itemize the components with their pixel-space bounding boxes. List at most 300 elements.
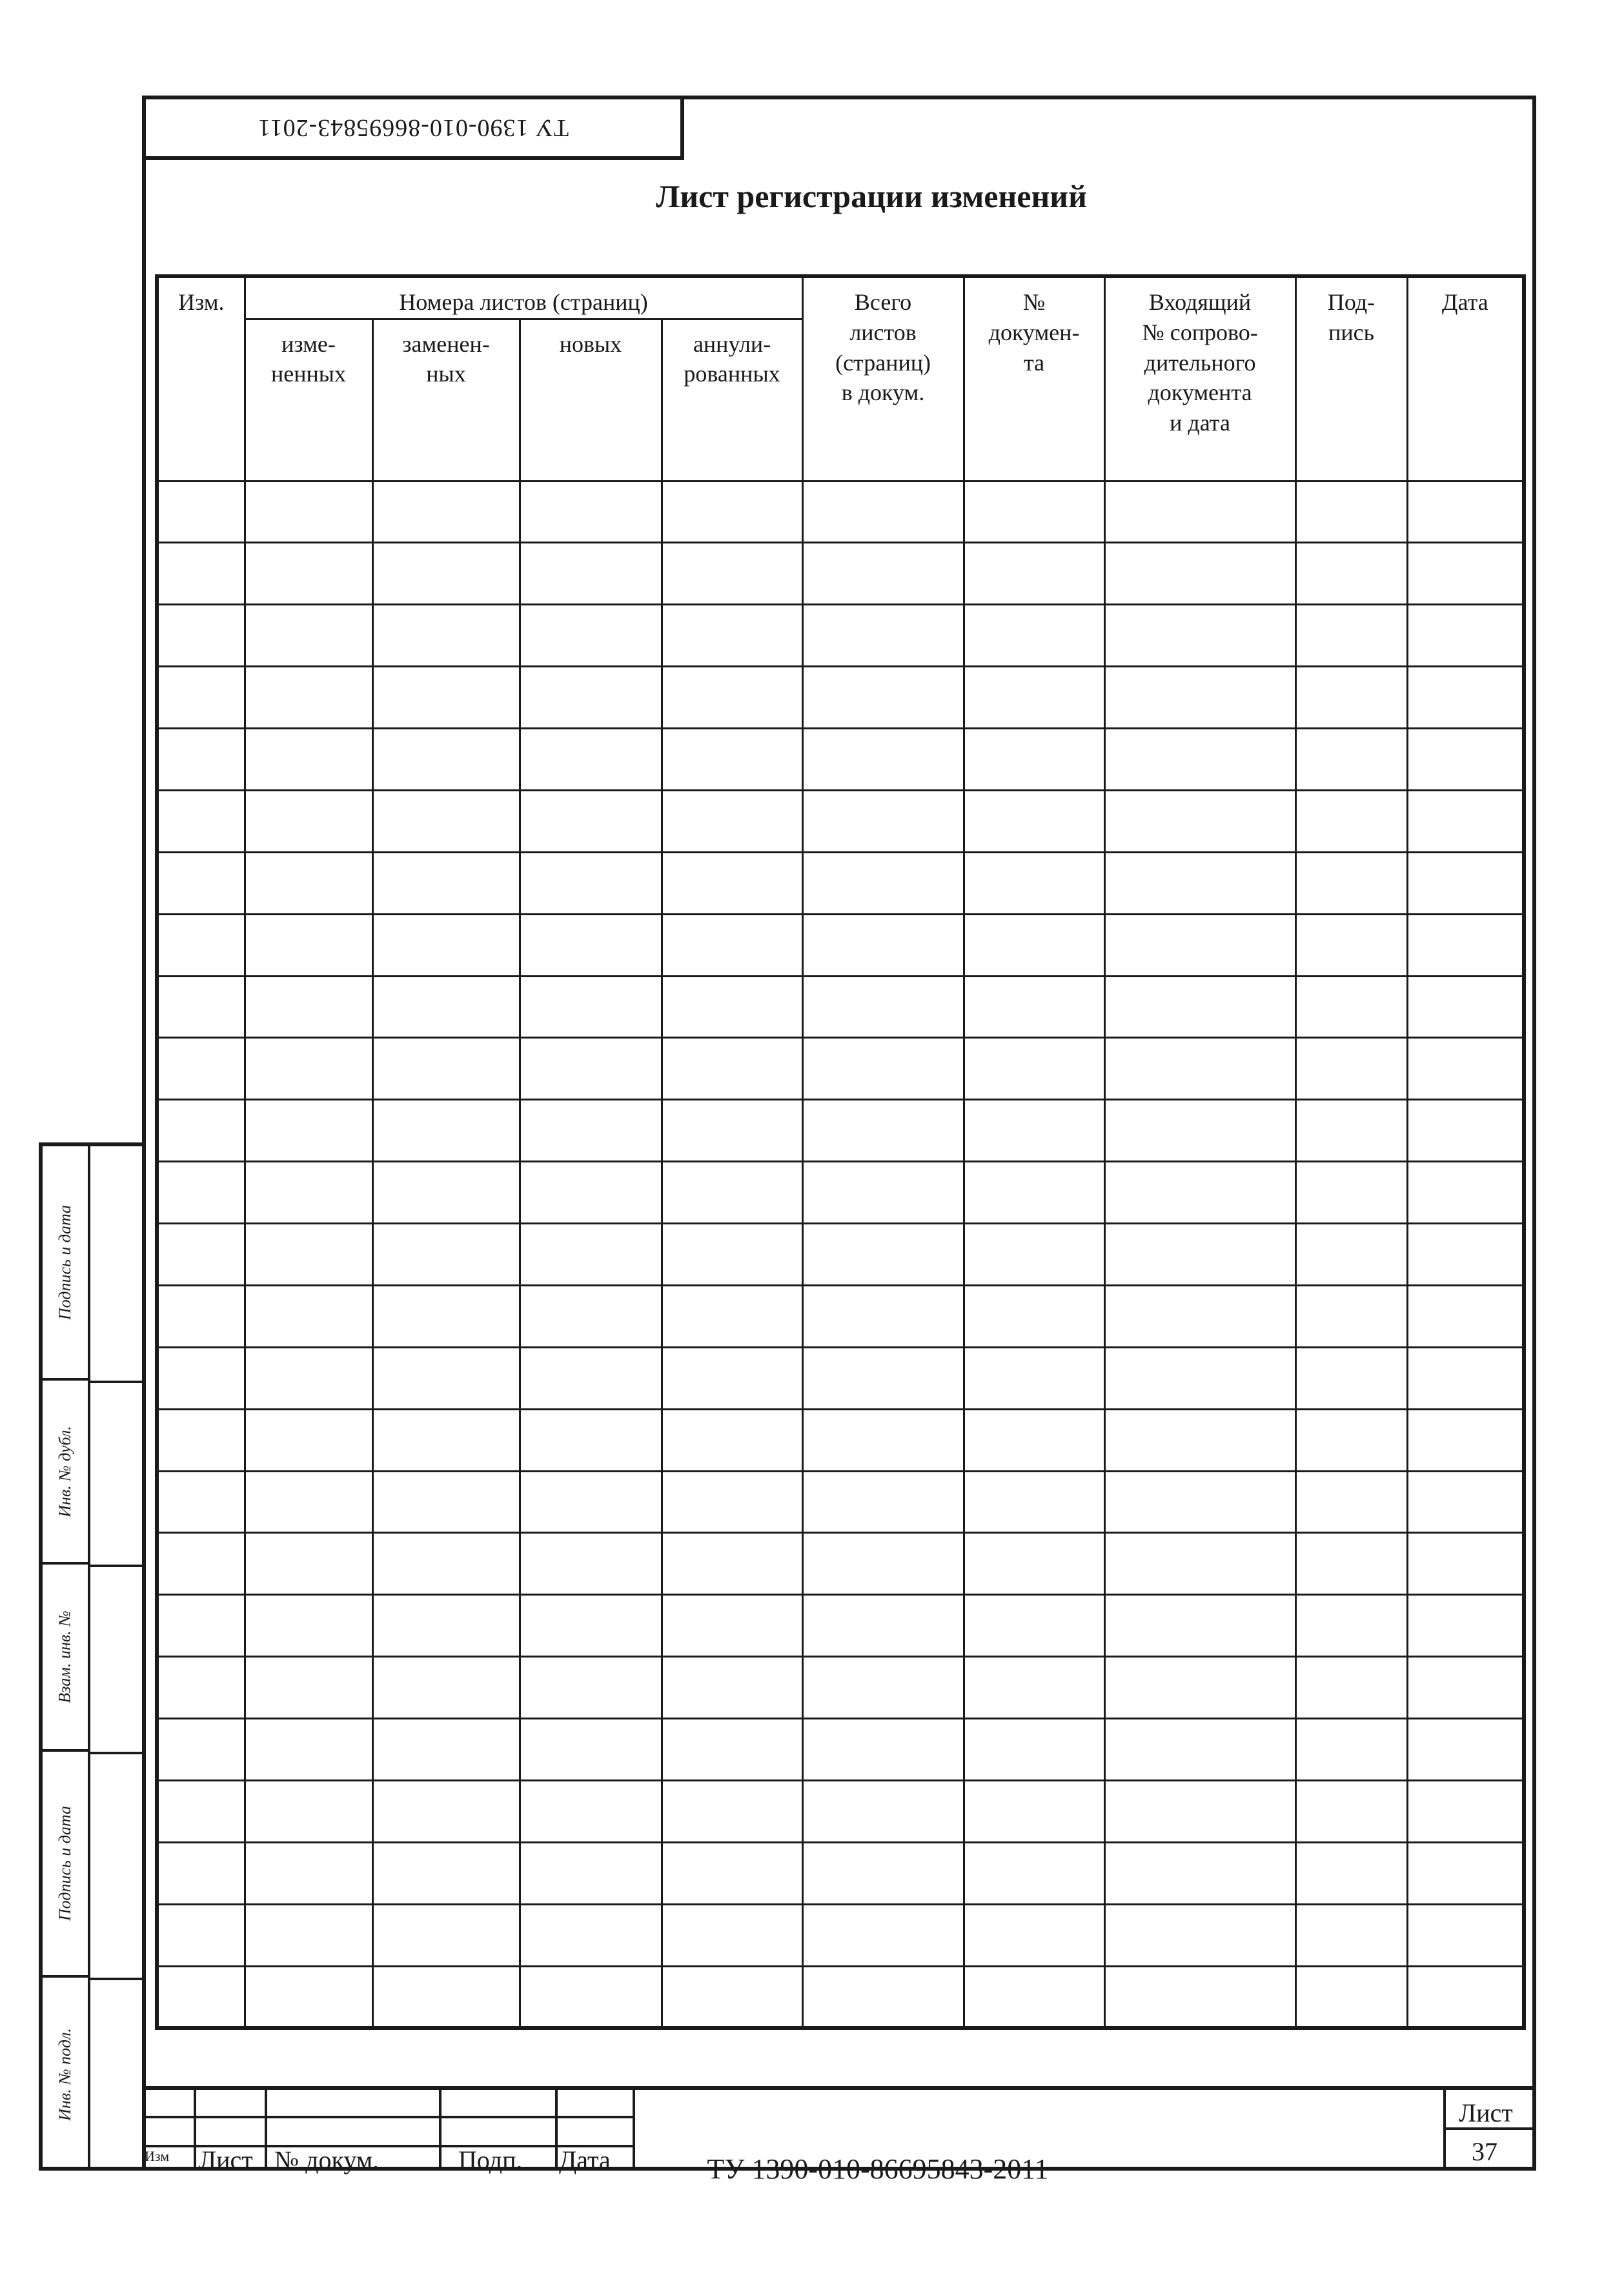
table-cell [245,1038,372,1100]
table-cell [1104,1533,1295,1595]
tb-izm: Изм [145,2148,170,2164]
table-cell [964,543,1104,605]
table-cell [802,1842,964,1904]
table-cell [1295,976,1407,1038]
table-cell [1104,852,1295,914]
table-cell [157,667,245,729]
table-cell [1104,976,1295,1038]
tb-sign: Подп. [458,2145,523,2175]
table-cell [157,729,245,791]
table-cell [964,1966,1104,2028]
table-cell [1295,1904,1407,1966]
table-row [157,1657,1524,1719]
table-cell [372,1657,520,1719]
table-row [157,1533,1524,1595]
header-izm: Изм. [157,276,245,481]
table-cell [245,1285,372,1347]
table-cell [964,1224,1104,1286]
table-cell [662,1100,802,1162]
table-cell [157,1904,245,1966]
table-cell [802,1533,964,1595]
table-cell [662,1409,802,1471]
table-cell [802,1162,964,1224]
table-cell [662,1224,802,1286]
table-cell [520,1966,662,2028]
strip-cell-dup-inv: Инв. № дубл. [43,1381,88,1565]
rotated-document-code: ТУ 1390-010-86695843-2011 [257,114,569,141]
table-cell [662,1595,802,1657]
table-cell [372,1780,520,1842]
header-replaced: заменен- ных [372,319,520,481]
table-row [157,1285,1524,1347]
table-cell [1407,1285,1524,1347]
table-row [157,1224,1524,1286]
table-cell [372,1224,520,1286]
table-cell [964,1100,1104,1162]
table-cell [245,481,372,543]
table-cell [964,481,1104,543]
table-cell [372,1595,520,1657]
table-cell [520,1038,662,1100]
table-cell [1104,1347,1295,1409]
table-cell [520,1904,662,1966]
table-cell [964,1409,1104,1471]
table-cell [662,1347,802,1409]
table-cell [964,1657,1104,1719]
table-cell [1104,914,1295,976]
table-body [157,481,1524,2028]
table-cell [1295,790,1407,852]
table-cell [372,1471,520,1533]
table-cell [1407,481,1524,543]
table-cell [802,1224,964,1286]
table-cell [245,1719,372,1781]
table-cell [245,605,372,667]
table-cell [964,1595,1104,1657]
table-cell [1295,1224,1407,1286]
table-cell [1295,1780,1407,1842]
tb-date: Дата [559,2145,611,2175]
table-cell [964,1533,1104,1595]
table-cell [1104,667,1295,729]
table-cell [372,667,520,729]
table-cell [520,667,662,729]
header-changed: изме- ненных [245,319,372,481]
table-cell [157,1224,245,1286]
table-cell [372,790,520,852]
table-cell [157,790,245,852]
table-cell [520,790,662,852]
tb-sheet-number: 37 [1472,2137,1497,2166]
table-cell [1295,1966,1407,2028]
title-block-doc-code: ТУ 1390-010-86695843-2011 [707,2153,1049,2185]
table-row [157,1780,1524,1842]
table-cell [245,729,372,791]
table-row [157,729,1524,791]
table-cell [964,1162,1104,1224]
table-cell [1407,729,1524,791]
table-cell [245,1471,372,1533]
table-cell [802,914,964,976]
top-document-stamp [142,96,684,160]
table-cell [964,914,1104,976]
table-cell [1407,1100,1524,1162]
table-cell [964,729,1104,791]
table-cell [662,790,802,852]
table-cell [520,1162,662,1224]
table-cell [662,729,802,791]
table-cell [520,976,662,1038]
table-cell [1104,1100,1295,1162]
header-annulled: аннули- рованных [662,319,802,481]
table-cell [372,481,520,543]
table-row [157,1162,1524,1224]
table-cell [1295,605,1407,667]
table-cell [1104,1409,1295,1471]
table-cell [964,605,1104,667]
table-cell [1407,1966,1524,2028]
table-cell [157,1409,245,1471]
table-cell [802,852,964,914]
table-cell [245,852,372,914]
table-row [157,1842,1524,1904]
table-cell [245,1347,372,1409]
table-cell [662,1842,802,1904]
table-cell [372,543,520,605]
table-cell [1407,1162,1524,1224]
table-cell [520,1471,662,1533]
table-cell [802,1285,964,1347]
table-cell [1407,543,1524,605]
table-cell [1104,1904,1295,1966]
table-cell [964,1285,1104,1347]
table-cell [157,1966,245,2028]
table-row [157,1719,1524,1781]
table-cell [520,1100,662,1162]
table-row [157,976,1524,1038]
table-cell [662,1533,802,1595]
change-registration-table [155,274,1526,2030]
table-cell [1407,1533,1524,1595]
table-cell [372,729,520,791]
table-cell [802,1595,964,1657]
table-cell [245,667,372,729]
table-cell [1407,1719,1524,1781]
table-cell [662,605,802,667]
table-cell [662,976,802,1038]
table-cell [662,1285,802,1347]
table-cell [372,976,520,1038]
table-cell [1295,852,1407,914]
table-cell [520,1842,662,1904]
table-cell [520,1224,662,1286]
table-cell [157,1719,245,1781]
table-cell [802,1719,964,1781]
header-new: новых [520,319,662,481]
table-cell [520,1285,662,1347]
table-cell [964,1038,1104,1100]
table-cell [1407,1224,1524,1286]
strip-cell-replace-inv: Взам. инв. № [43,1565,88,1752]
table-cell [1407,1409,1524,1471]
tb-sheet-label: Лист [1459,2098,1513,2127]
table-cell [1295,1471,1407,1533]
table-cell [157,852,245,914]
table-cell [157,605,245,667]
table-row [157,1471,1524,1533]
table-cell [245,1409,372,1471]
table-cell [245,1533,372,1595]
table-cell [520,729,662,791]
table-cell [372,1842,520,1904]
table-cell [1295,667,1407,729]
table-row [157,1595,1524,1657]
header-sheet-numbers: Номера листов (страниц) [245,276,802,319]
table-cell [662,1471,802,1533]
table-cell [157,1038,245,1100]
table-cell [802,1409,964,1471]
table-cell [802,1471,964,1533]
header-signature: Под- пись [1295,276,1407,481]
table-cell [802,481,964,543]
table-cell [964,852,1104,914]
table-cell [802,1657,964,1719]
table-cell [1104,1162,1295,1224]
header-doc-number: № докумен- та [964,276,1104,481]
table-cell [157,1285,245,1347]
table-cell [1295,1100,1407,1162]
table-cell [662,1162,802,1224]
table-cell [662,914,802,976]
table-cell [520,1657,662,1719]
table-row [157,1409,1524,1471]
table-cell [802,1780,964,1842]
table-cell [245,976,372,1038]
table-cell [1104,1657,1295,1719]
table-row [157,481,1524,543]
table-cell [372,1533,520,1595]
table-cell [1295,1657,1407,1719]
table-cell [245,1162,372,1224]
table-cell [1104,790,1295,852]
table-cell [245,1595,372,1657]
table-cell [1104,605,1295,667]
table-cell [1104,1224,1295,1286]
table-cell [1104,1038,1295,1100]
table-cell [245,1966,372,2028]
table-cell [157,1100,245,1162]
table-cell [1295,1533,1407,1595]
table-cell [372,1100,520,1162]
table-cell [662,1966,802,2028]
table-cell [372,852,520,914]
strip-divider [88,1146,90,2167]
table-cell [662,1038,802,1100]
table-cell [245,1904,372,1966]
table-cell [1104,729,1295,791]
table-cell [157,481,245,543]
table-cell [372,1966,520,2028]
table-cell [662,1780,802,1842]
table-cell [964,976,1104,1038]
table-cell [1104,1780,1295,1842]
table-cell [1407,1904,1524,1966]
table-cell [1407,667,1524,729]
table-cell [1407,914,1524,976]
table-cell [157,1657,245,1719]
table-row [157,1966,1524,2028]
table-cell [520,1347,662,1409]
table-cell [964,1842,1104,1904]
table-row [157,1347,1524,1409]
table-cell [372,1162,520,1224]
table-row [157,605,1524,667]
table-cell [157,1842,245,1904]
table-cell [245,914,372,976]
table-cell [520,481,662,543]
table-cell [964,1719,1104,1781]
table-cell [1104,543,1295,605]
tb-doc-no: № докум. [274,2145,380,2175]
strip-cell-sign-date-2: Подпись и дата [43,1752,88,1978]
table-cell [1407,1471,1524,1533]
table-cell [1407,852,1524,914]
strip-cell-orig-inv: Инв. № подл. [56,2027,74,2121]
table-cell [157,1471,245,1533]
table-cell [802,1038,964,1100]
table-cell [372,1904,520,1966]
header-date: Дата [1407,276,1524,481]
table-cell [1104,1285,1295,1347]
header-incoming-doc: Входящий № сопрово- дительного документа и дата [1104,276,1295,481]
table-cell [1407,790,1524,852]
table-cell [245,790,372,852]
table-cell [520,914,662,976]
table-cell [245,543,372,605]
table-cell [1104,1719,1295,1781]
table-cell [520,605,662,667]
table-cell [802,543,964,605]
table-cell [1407,1038,1524,1100]
table-cell [964,790,1104,852]
table-cell [1104,1595,1295,1657]
table-cell [1295,1285,1407,1347]
tb-list: Лист [199,2145,253,2175]
table-cell [1104,1966,1295,2028]
table-cell [1295,1162,1407,1224]
strip-cell-sign-date: Подпись и дата [43,1146,88,1381]
table-cell [1407,976,1524,1038]
table-row [157,1038,1524,1100]
table-cell [372,1719,520,1781]
table-cell [245,1657,372,1719]
table-cell [520,1409,662,1471]
table-row [157,852,1524,914]
table-cell [1295,1347,1407,1409]
table-cell [372,1409,520,1471]
table-row [157,667,1524,729]
table-cell [1407,1595,1524,1657]
table-cell [520,543,662,605]
table-cell [1407,1657,1524,1719]
table-cell [1104,1842,1295,1904]
table-row [157,1904,1524,1966]
table-cell [520,1780,662,1842]
table-cell [964,1471,1104,1533]
table-cell [157,1780,245,1842]
table-cell [245,1100,372,1162]
table-cell [1104,1471,1295,1533]
table-row [157,543,1524,605]
table-cell [1295,481,1407,543]
table-cell [245,1842,372,1904]
table-cell [802,729,964,791]
table-cell [662,852,802,914]
table-cell [520,852,662,914]
table-cell [1407,1780,1524,1842]
table-row [157,790,1524,852]
table-cell [372,1347,520,1409]
table-cell [520,1719,662,1781]
table-cell [802,605,964,667]
header-total-sheets: Всего листов (страниц) в докум. [802,276,964,481]
table-row [157,914,1524,976]
table-cell [662,1657,802,1719]
table-cell [802,976,964,1038]
binding-strip [39,1142,146,2171]
table-cell [157,976,245,1038]
table-cell [1295,1409,1407,1471]
table-cell [1295,1038,1407,1100]
table-cell [802,1904,964,1966]
table-row [157,1100,1524,1162]
table-cell [520,1533,662,1595]
table-cell [964,1904,1104,1966]
table-cell [245,1224,372,1286]
table-cell [1295,1719,1407,1781]
table-cell [245,1780,372,1842]
table-cell [372,914,520,976]
table-cell [1407,1347,1524,1409]
table-cell [372,605,520,667]
table-cell [1295,1842,1407,1904]
table-cell [802,1966,964,2028]
table-cell [662,481,802,543]
table-cell [520,1595,662,1657]
page-title: Лист регистрации изменений [656,178,1087,214]
table-cell [802,790,964,852]
table-cell [1295,914,1407,976]
table-cell [157,1533,245,1595]
table-cell [964,1780,1104,1842]
table-cell [1295,1595,1407,1657]
table-cell [662,667,802,729]
table-cell [1104,481,1295,543]
table-cell [157,914,245,976]
table-cell [157,1347,245,1409]
table-cell [157,1595,245,1657]
table-cell [372,1038,520,1100]
table-cell [802,1347,964,1409]
table-cell [662,1904,802,1966]
table-cell [1407,1842,1524,1904]
table-cell [1295,729,1407,791]
table-cell [662,1719,802,1781]
table-cell [1407,605,1524,667]
table-cell [372,1285,520,1347]
table-cell [964,1347,1104,1409]
table-cell [802,1100,964,1162]
